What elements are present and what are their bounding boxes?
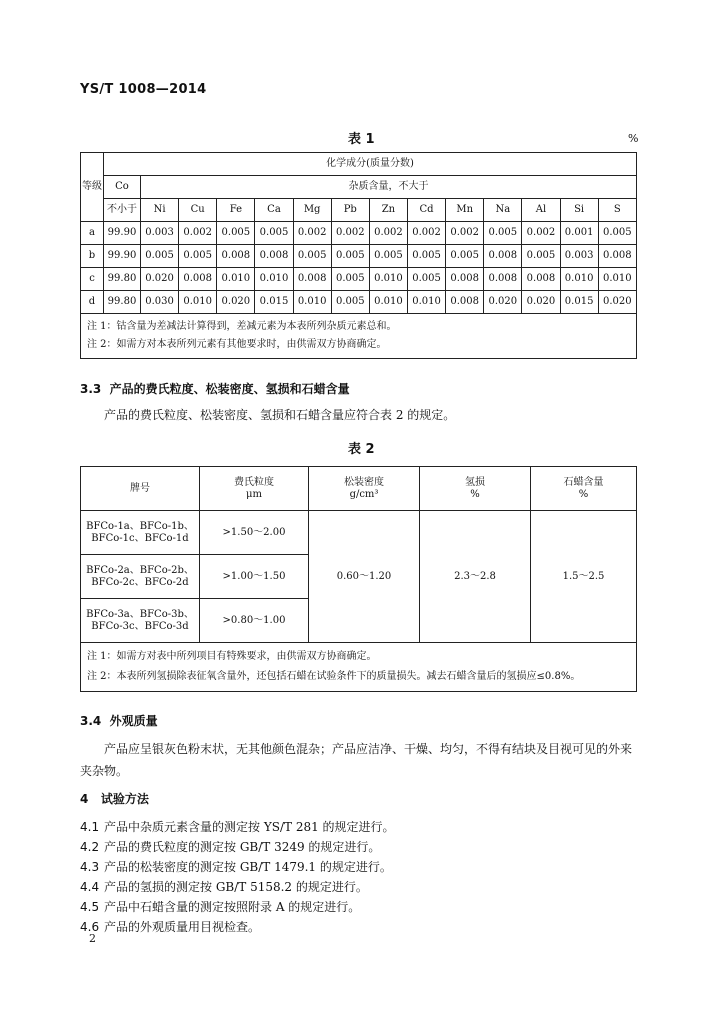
- fisher-cell: >1.00～1.50: [200, 555, 309, 599]
- impurity-cell: 0.002: [179, 222, 217, 245]
- impurity-cell: 0.005: [369, 245, 407, 268]
- grade-header: 等级: [81, 153, 104, 222]
- item-text: 产品的氢损的测定按 GB/T 5158.2 的规定进行。: [104, 880, 368, 894]
- impurity-cell: 0.005: [331, 268, 369, 291]
- th-paraffin-unit: %: [578, 488, 589, 500]
- list-item: [80, 818, 395, 835]
- impurity-cell: 0.002: [331, 222, 369, 245]
- impurity-cell: 0.010: [293, 291, 331, 314]
- impurity-cell: 0.008: [179, 268, 217, 291]
- impurity-cell: 0.008: [484, 245, 522, 268]
- th-paraffin-label: 石蜡含量: [563, 476, 604, 488]
- item-text: 产品中石蜡含量的测定按照附录 A 的规定进行。: [104, 900, 361, 914]
- item-number: 4.5: [80, 900, 100, 914]
- co-header: Co: [104, 176, 141, 199]
- item-number: 4.4: [80, 880, 100, 894]
- list-item: [80, 858, 392, 875]
- impurity-cell: 0.002: [407, 222, 445, 245]
- element-header: Fe: [217, 199, 255, 222]
- grade-cell: c: [81, 268, 104, 291]
- brand-line: BFCo-1a、BFCo-1b、: [86, 520, 194, 532]
- item-text: 产品的松装密度的测定按 GB/T 1479.1 的规定进行。: [104, 860, 392, 874]
- co-cell: 99.90: [104, 245, 141, 268]
- table2-note-2: 注 2：本表所列氢损除表征氧含量外，还包括石蜡在试验条件下的质量损失。减去石蜡含量后的氢损应≤0.8%。: [87, 671, 581, 682]
- co-min-label: 不小于: [104, 199, 141, 222]
- element-header: Cu: [179, 199, 217, 222]
- impurity-cell: 0.005: [179, 245, 217, 268]
- impurity-cell: 0.010: [407, 291, 445, 314]
- impurity-cell: 0.008: [522, 268, 560, 291]
- th-paraffin: [531, 467, 637, 511]
- list-item: [80, 838, 380, 855]
- brand-line: BFCo-2c、BFCo-2d: [91, 576, 189, 588]
- item-number: 4.3: [80, 860, 100, 874]
- th-density-label: 松装密度: [344, 476, 384, 488]
- impurity-cell: 0.008: [217, 245, 255, 268]
- element-header: Cd: [407, 199, 445, 222]
- impurity-cell: 0.008: [255, 245, 293, 268]
- impurity-cell: 0.015: [255, 291, 293, 314]
- table1-notes: [81, 314, 637, 359]
- impurity-cell: 0.005: [522, 245, 560, 268]
- table2-caption: 表 2: [348, 442, 375, 457]
- grade-cell: b: [81, 245, 104, 268]
- table1: [80, 152, 637, 359]
- list-item: [80, 898, 360, 915]
- fisher-cell: >0.80～1.00: [200, 599, 309, 643]
- item-text: 产品的费氏粒度的测定按 GB/T 3249 的规定进行。: [104, 840, 381, 854]
- chem-header: 化学成分(质量分数): [104, 153, 637, 176]
- th-hloss-label: 氢损: [465, 476, 485, 488]
- section-number: 3.4: [80, 714, 102, 728]
- element-header: Zn: [369, 199, 407, 222]
- impurity-cell: 0.005: [141, 245, 179, 268]
- th-density-unit: g/cm³: [349, 488, 379, 500]
- density-cell: 0.60～1.20: [309, 511, 420, 643]
- impurity-cell: 0.008: [484, 268, 522, 291]
- impurity-cell: 0.010: [560, 268, 598, 291]
- impurity-cell: 0.008: [598, 245, 636, 268]
- section-number: 3.3: [80, 382, 102, 396]
- element-header: Mg: [293, 199, 331, 222]
- impurity-cell: 0.008: [293, 268, 331, 291]
- th-fisher: [200, 467, 309, 511]
- impurity-cell: 0.010: [369, 291, 407, 314]
- brand-cell: [81, 511, 200, 555]
- impurity-cell: 0.020: [522, 291, 560, 314]
- item-number: 4.2: [80, 840, 100, 854]
- impurity-cell: 0.005: [331, 245, 369, 268]
- impurity-cell: 0.020: [598, 291, 636, 314]
- table1-note-1: 注 1：钴含量为差减法计算得到，差减元素为本表所列杂质元素总和。: [87, 321, 397, 332]
- impurity-cell: 0.010: [255, 268, 293, 291]
- brand-line: BFCo-3c、BFCo-3d: [91, 620, 189, 632]
- impurity-cell: 0.030: [141, 291, 179, 314]
- impurity-cell: 0.005: [255, 222, 293, 245]
- brand-cell: [81, 599, 200, 643]
- hloss-cell: 2.3～2.8: [420, 511, 531, 643]
- section-3-3-heading: [80, 380, 350, 397]
- brand-line: BFCo-3a、BFCo-3b、: [86, 608, 194, 620]
- th-hloss: [420, 467, 531, 511]
- impurity-cell: 0.020: [484, 291, 522, 314]
- section-3-4-text: 产品应呈银灰色粉末状，无其他颜色混杂；产品应洁净、干燥、均匀，不得有结块及目视可见的外来夹杂物。: [80, 742, 633, 778]
- co-cell: 99.80: [104, 291, 141, 314]
- table-row: [81, 268, 637, 291]
- impurity-cell: 0.005: [217, 222, 255, 245]
- item-number: 4.6: [80, 920, 100, 934]
- impurity-cell: 0.020: [217, 291, 255, 314]
- document-code: YS/T 1008—2014: [80, 82, 207, 97]
- table1-note-2: 注 2：如需方对本表所列元素有其他要求时，由供需双方协商确定。: [87, 339, 387, 350]
- impurity-cell: 0.003: [141, 222, 179, 245]
- section-title: 外观质量: [109, 714, 158, 728]
- section-4-heading: [80, 790, 149, 807]
- th-brand: 牌号: [81, 467, 200, 511]
- element-header: S: [598, 199, 636, 222]
- item-text: 产品的外观质量用目视检查。: [104, 920, 261, 934]
- impurity-cell: 0.001: [560, 222, 598, 245]
- list-item: [80, 878, 368, 895]
- item-number: 4.1: [80, 820, 100, 834]
- impurity-cell: 0.005: [598, 222, 636, 245]
- co-cell: 99.80: [104, 268, 141, 291]
- element-header: Al: [522, 199, 560, 222]
- fisher-cell: >1.50～2.00: [200, 511, 309, 555]
- table1-caption: 表 1: [348, 132, 375, 147]
- impurity-cell: 0.008: [446, 268, 484, 291]
- table2: [80, 466, 637, 692]
- impurity-cell: 0.010: [217, 268, 255, 291]
- element-header: Mn: [446, 199, 484, 222]
- brand-cell: [81, 555, 200, 599]
- list-item: [80, 918, 260, 935]
- impurity-cell: 0.010: [179, 291, 217, 314]
- section-title: 试验方法: [100, 792, 149, 806]
- impurity-cell: 0.002: [369, 222, 407, 245]
- co-cell: 99.90: [104, 222, 141, 245]
- impurity-cell: 0.005: [293, 245, 331, 268]
- section-title: 产品的费氏粒度、松装密度、氢损和石蜡含量: [109, 382, 350, 396]
- table-row: [81, 291, 637, 314]
- section-number: 4: [80, 792, 89, 806]
- impurity-cell: 0.015: [560, 291, 598, 314]
- impurity-cell: 0.008: [446, 291, 484, 314]
- table2-notes: [81, 643, 637, 692]
- impurity-cell: 0.002: [522, 222, 560, 245]
- section-3-4-heading: [80, 712, 158, 729]
- th-density: [309, 467, 420, 511]
- impurity-cell: 0.005: [331, 291, 369, 314]
- brand-line: BFCo-1c、BFCo-1d: [91, 532, 189, 544]
- impurity-cell: 0.005: [484, 222, 522, 245]
- impurity-cell: 0.010: [369, 268, 407, 291]
- paraffin-cell: 1.5～2.5: [531, 511, 637, 643]
- impurity-cell: 0.002: [293, 222, 331, 245]
- page-number: 2: [89, 932, 96, 945]
- th-hloss-unit: %: [470, 488, 480, 500]
- element-header: Pb: [331, 199, 369, 222]
- impurity-cell: 0.003: [560, 245, 598, 268]
- th-fisher-unit: μm: [246, 488, 262, 500]
- brand-line: BFCo-2a、BFCo-2b、: [86, 564, 194, 576]
- impurity-cell: 0.005: [446, 245, 484, 268]
- table-row: [81, 245, 637, 268]
- impurity-cell: 0.010: [598, 268, 636, 291]
- table1-unit: %: [628, 132, 639, 145]
- impurity-cell: 0.005: [407, 268, 445, 291]
- impurity-cell: 0.002: [446, 222, 484, 245]
- table-row: [81, 222, 637, 245]
- element-header: Ca: [255, 199, 293, 222]
- impurity-cell: 0.005: [407, 245, 445, 268]
- section-3-3-text: 产品的费氏粒度、松装密度、氢损和石蜡含量应符合表 2 的规定。: [104, 408, 456, 422]
- element-header: Si: [560, 199, 598, 222]
- impurity-cell: 0.020: [141, 268, 179, 291]
- grade-cell: d: [81, 291, 104, 314]
- element-header: Na: [484, 199, 522, 222]
- grade-cell: a: [81, 222, 104, 245]
- th-fisher-label: 费氏粒度: [234, 476, 274, 488]
- impurity-header: 杂质含量，不大于: [141, 176, 637, 199]
- item-text: 产品中杂质元素含量的测定按 YS/T 281 的规定进行。: [104, 820, 395, 834]
- element-header: Ni: [141, 199, 179, 222]
- table2-note-1: 注 1：如需方对表中所列项目有特殊要求，由供需双方协商确定。: [87, 651, 377, 662]
